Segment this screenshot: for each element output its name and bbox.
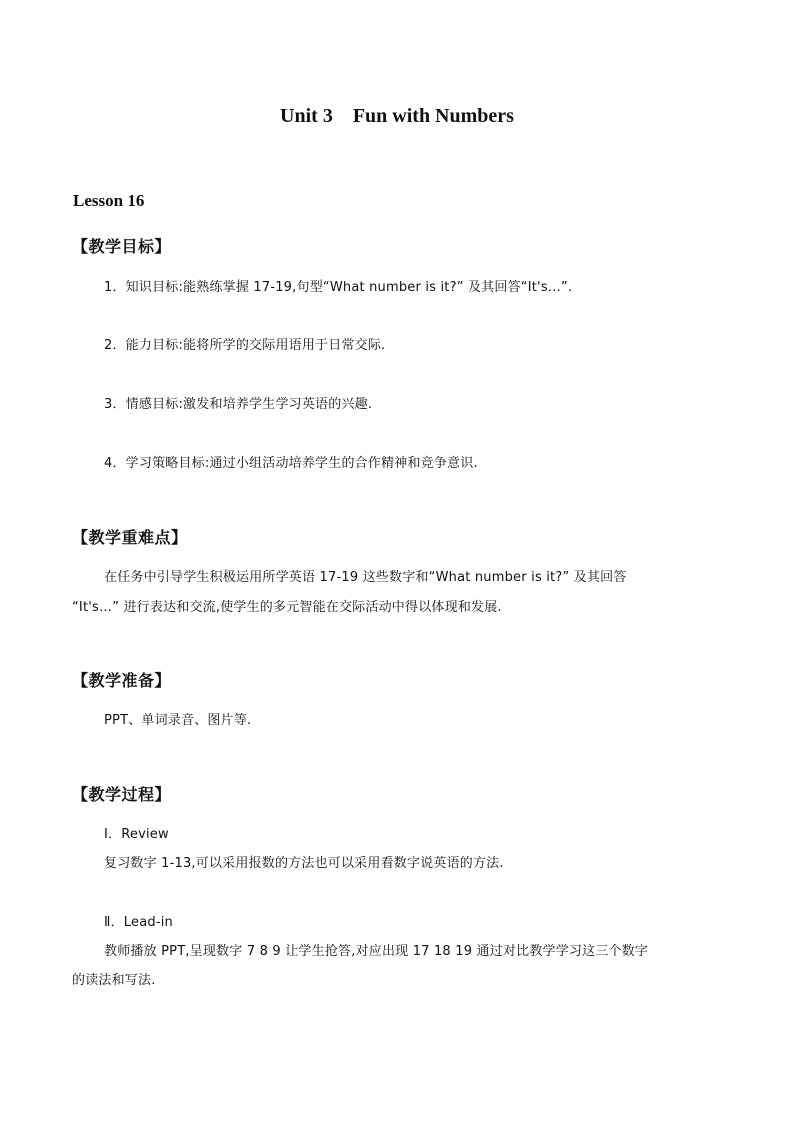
key-points-line: 在任务中引导学生积极运用所学英语 17-19 这些数字和“What number is it?” 及其回答: [104, 570, 627, 585]
process-step-label: Ⅱ．Lead-in: [104, 915, 173, 930]
objectives-heading: 【教学目标】: [72, 237, 172, 256]
preparation-heading: 【教学准备】: [72, 671, 172, 690]
key-points-line: “It's…” 进行表达和交流,使学生的多元智能在交际活动中得以体现和发展.: [72, 600, 502, 615]
document-title: Unit 3 Fun with Numbers: [280, 105, 514, 127]
process-step-text: 复习数字 1-13,可以采用报数的方法也可以采用看数字说英语的方法.: [104, 856, 504, 871]
objective-item: 2．能力目标:能将所学的交际用语用于日常交际.: [104, 338, 386, 353]
objective-item: 4．学习策略目标:通过小组活动培养学生的合作精神和竞争意识.: [104, 456, 478, 471]
preparation-text: PPT、单词录音、图片等.: [104, 713, 252, 728]
process-heading: 【教学过程】: [72, 785, 172, 804]
key-points-heading: 【教学重难点】: [72, 528, 188, 547]
process-step-text: 的读法和写法.: [72, 973, 156, 988]
objective-item: 3．情感目标:激发和培养学生学习英语的兴趣.: [104, 397, 373, 412]
process-step-text: 教师播放 PPT,呈现数字 7 8 9 让学生抢答,对应出现 17 18 19 通过对比教学学习这三个数字: [104, 944, 649, 959]
objective-item: 1．知识目标:能熟练掌握 17-19,句型“What number is it?” 及其回答“It's…”.: [104, 280, 573, 295]
process-step-label: Ⅰ．Review: [104, 827, 169, 842]
lesson-label: Lesson 16: [73, 191, 145, 210]
